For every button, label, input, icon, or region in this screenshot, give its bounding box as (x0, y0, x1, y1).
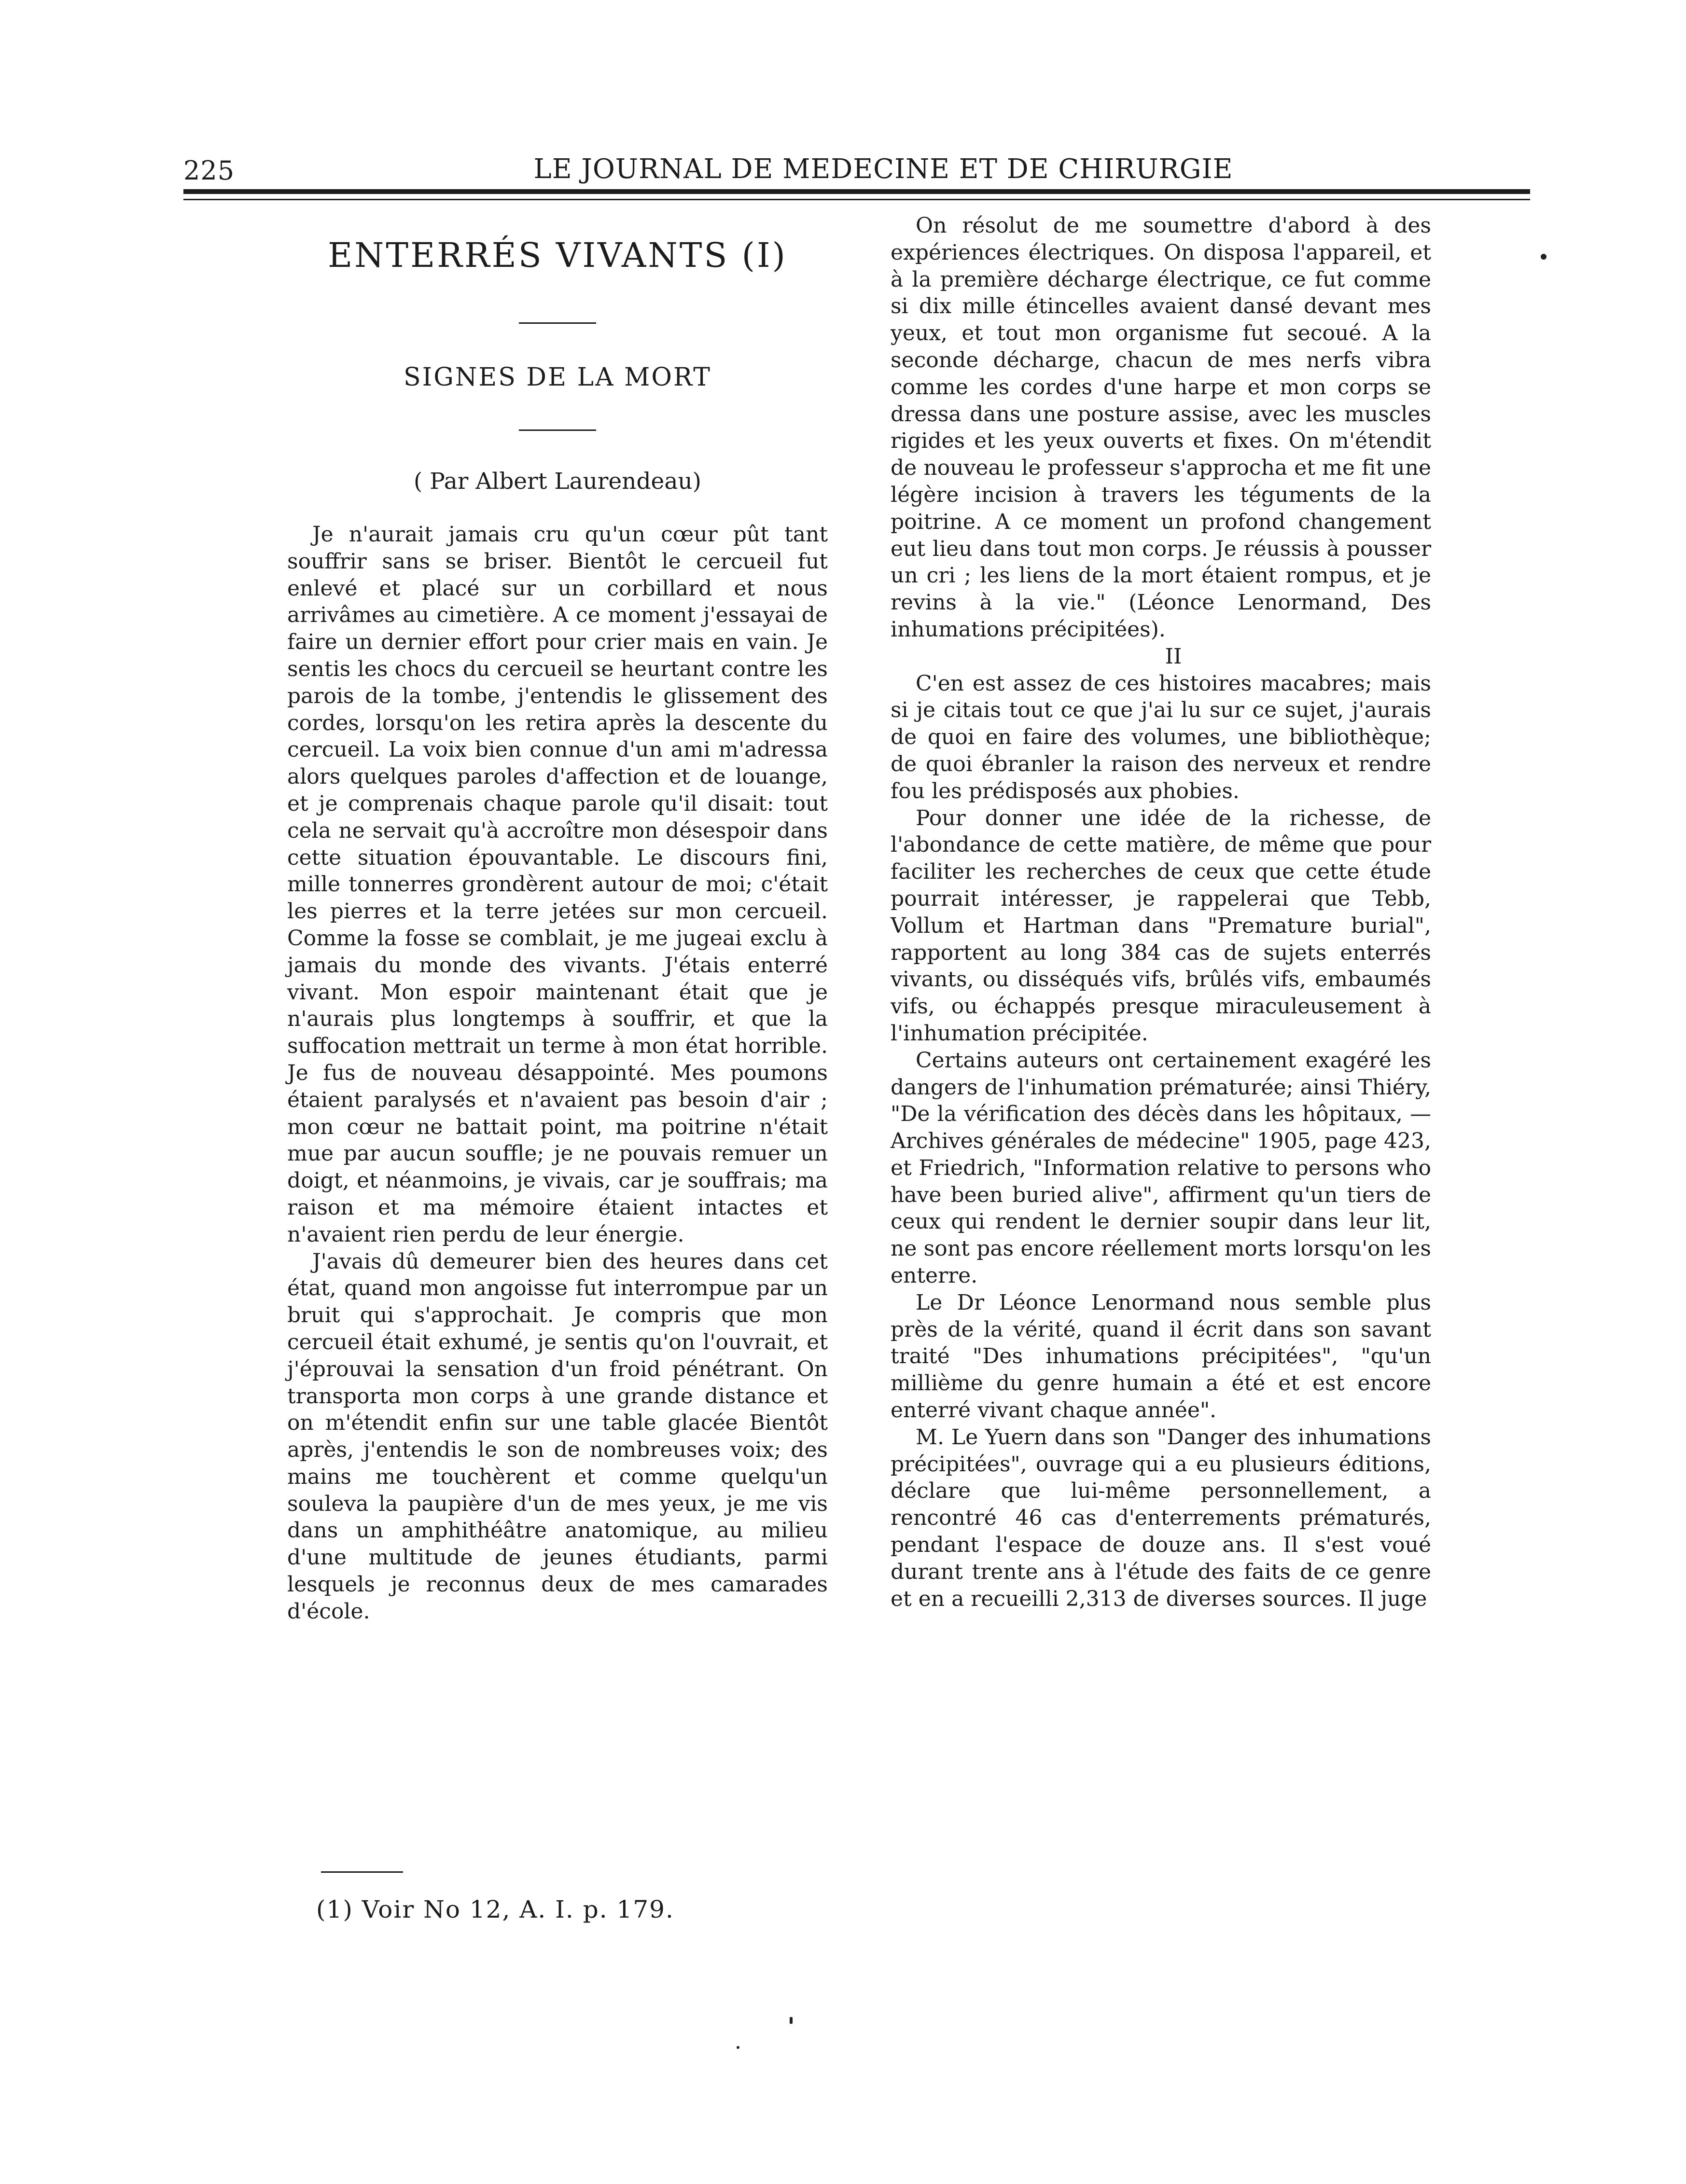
paragraph: M. Le Yuern dans son "Danger des inhumations précipitées", ouvrage qui a eu plusieurs éditions, déclare que lui-même personnellement, a rencontré 46 cas d'enterrements prématurés, pendant l'espace de douze ans. Il s'est voué durant trente ans à l'étude des faits de ce genre et en a recueilli 2,313 de diverses sources. Il juge (891, 1424, 1431, 1611)
paragraph: J'avais dû demeurer bien des heures dans cet état, quand mon angoisse fut interrompue par un bruit qui s'approchait. Je compris que mon cercueil était exhumé, je sentis qu'on l'ouvrait, et j'éprouvai la sensation d'un froid pénétrant. On transporta mon corps à une grande distance et on m'étendit enfin sur une table glacée Bientôt après, j'entendis le son de nombreuses voix; des mains me touchèrent et comme quelqu'un souleva la paupière d'un de mes yeux, je me vis dans un amphithéâtre anatomique, au milieu d'une multitude de jeunes étudiants, parmi lesquels je reconnus deux de mes camarades d'école. (287, 1249, 828, 1624)
footnote: (1) Voir No 12, A. I. p. 179. (316, 1895, 674, 1923)
margin-speck (1541, 254, 1547, 260)
section-number: II (1165, 644, 1182, 669)
paragraph: C'en est assez de ces histoires macabres; mais si je citais tout ce que j'ai lu sur ce sujet, j'aurais de quoi en faire des volumes, une bibliothèque; de quoi ébranler la raison des nerveux et rendre fou les prédisposés aux phobies. (891, 671, 1431, 803)
subtitle-divider (519, 429, 596, 431)
paragraph: Je n'aurait jamais cru qu'un cœur pût tant souffrir sans se briser. Bientôt le cercueil fut enlevé et placé sur un corbillard et nous arrivâmes au cimetière. A ce moment j'essayai de faire un dernier effort pour crier mais en vain. Je sentis les chocs du cercueil se heurtant contre les parois de la tombe, j'entendis le glissement des cordes, lorsqu'on les retira après la descente du cercueil. La voix bien connue d'un ami m'adressa alors quelques paroles d'affection et de louange, et je comprenais chaque parole qu'il disait: tout cela ne servait qu'à accroître mon désespoir dans cette situation épouvantable. Le discours fini, mille tonnerres grondèrent autour de moi; c'était les pierres et la terre jetées sur mon cercueil. Comme la fosse se comblait, je me jugeai exclu à jamais du monde des vivants. J'étais enterré vivant. Mon espoir maintenant était que je n'aurais plus longtemps à souffrir, et que la suffocation mettrait un terme à mon état horrible. Je fus de nouveau désappointé. Mes poumons étaient paralysés et n'avaient pas besoin d'air ; mon cœur ne battait point, ma poitrine n'était mue par aucun souffle; je ne pouvais remuer un doigt, et néanmoins, je vivais, car je souffrais; ma raison et ma mémoire étaient intactes et n'avaient rien perdu de leur énergie. (287, 522, 828, 1247)
margin-speck (737, 2046, 739, 2049)
article-subtitle: SIGNES DE LA MORT (404, 363, 711, 392)
running-title: LE JOURNAL DE MEDECINE ET DE CHIRURGIE (533, 153, 1233, 185)
title-divider (519, 322, 596, 324)
paragraph: Le Dr Léonce Lenormand nous semble plus près de la vérité, quand il écrit dans son savant traité "Des inhumations précipitées", "qu'un millième du genre humain a été et est encore enterré vivant chaque année". (891, 1290, 1431, 1423)
paragraph: Certains auteurs ont certainement exagéré les dangers de l'inhumation prématurée; ainsi Thiéry, "De la vérification des décès dans les hôpitaux, — Archives générales de médecine" 1905, page 423, et Friedrich, "Information relative to persons who have been buried alive", affirment qu'un tiers de ceux qui rendent le dernier soupir dans leur lit, ne sont pas encore réellement morts lorsqu'on les enterre. (891, 1048, 1431, 1288)
footnote-rule (321, 1871, 403, 1873)
article-title: ENTERRÉS VIVANTS (I) (328, 235, 787, 275)
right-column (891, 212, 1431, 1612)
left-column (287, 521, 828, 1625)
paragraph: On résolut de me soumettre d'abord à des expériences électriques. On disposa l'appareil, et à la première décharge électrique, ce fut comme si dix mille étincelles avaient dansé devant mes yeux, et tout mon organisme fut secoué. A la seconde décharge, chacun de mes nerfs vibra comme les cordes d'une harpe et mon corps se dressa dans une posture assise, avec les muscles rigides et les yeux ouverts et fixes. On m'étendit de nouveau le professeur s'approcha et me fit une légère incision à travers les téguments de la poitrine. A ce moment un profond changement eut lieu dans tout mon corps. Je réussis à pousser un cri ; les liens de la mort étaient rompus, et je revins à la vie." (Léonce Lenormand, Des inhumations précipitées). (891, 213, 1431, 642)
page-number: 225 (183, 155, 235, 186)
byline: ( Par Albert Laurendeau) (414, 468, 701, 495)
margin-speck (790, 2017, 793, 2024)
header-rule-thick (183, 189, 1530, 194)
paragraph: Pour donner une idée de la richesse, de l'abondance de cette matière, de même que pour faciliter les recherches de ceux que cette étude pourrait intéresser, je rappelerai que Tebb, Vollum et Hartman dans "Premature burial", rapportent au long 384 cas de sujets enterrés vivants, ou disséqués vifs, brûlés vifs, embaumés vifs, ou échappés presque miraculeusement à l'inhumation précipitée. (891, 805, 1431, 1046)
header-rule-thin (183, 199, 1530, 200)
